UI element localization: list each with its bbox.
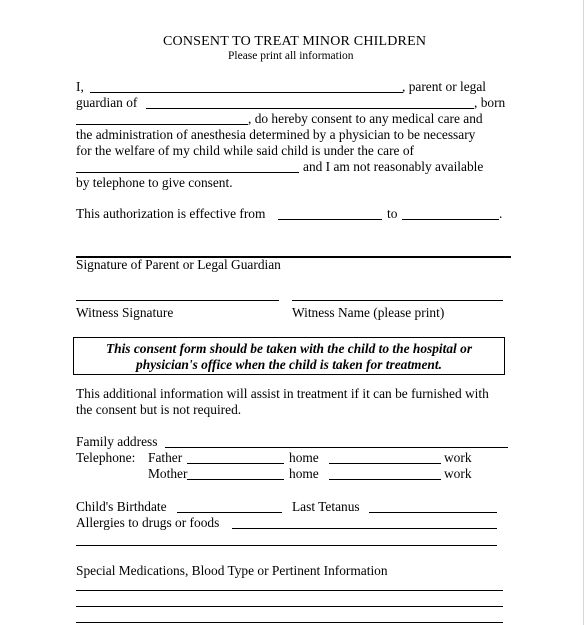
parent-name-field[interactable]	[90, 92, 403, 93]
notice-line-1: This consent form should be taken with the child to the hospital or	[105, 341, 473, 356]
additional-info-line-2: the consent but is not required.	[76, 402, 242, 417]
father-label: Father	[148, 450, 183, 465]
allergies-field[interactable]	[232, 528, 497, 529]
special-medications-field-3[interactable]	[76, 622, 503, 623]
father-work-label: work	[444, 450, 472, 465]
father-work-phone-field[interactable]	[329, 463, 441, 464]
witness-signature-label: Witness Signature	[76, 305, 174, 320]
consent-line-4: the administration of anesthesia determined by a physician to be necessary	[76, 127, 476, 142]
last-tetanus-field[interactable]	[369, 512, 497, 513]
parent-signature-label: Signature of Parent or Legal Guardian	[76, 257, 281, 272]
child-birthdate-label: Child's Birthdate	[76, 499, 167, 514]
notice-box	[73, 337, 505, 375]
form-title: CONSENT TO TREAT MINOR CHILDREN	[163, 34, 427, 49]
telephone-label: Telephone:	[76, 450, 136, 465]
child-name-field[interactable]	[146, 108, 474, 109]
mother-work-label: work	[444, 466, 472, 481]
mother-label: Mother	[148, 466, 188, 481]
mother-home-phone-field[interactable]	[187, 479, 284, 480]
witness-name-label: Witness Name (please print)	[292, 305, 445, 320]
child-birthdate-field[interactable]	[177, 512, 282, 513]
last-tetanus-label: Last Tetanus	[292, 499, 360, 514]
additional-info-line-1: This additional information will assist in treatment if it can be furnished with	[76, 386, 489, 401]
allergies-field-line-2[interactable]	[76, 545, 497, 546]
consent-line-1-prefix: I,	[76, 79, 84, 94]
special-medications-field-2[interactable]	[76, 606, 503, 607]
family-address-label: Family address	[76, 434, 158, 449]
effective-from-field[interactable]	[278, 219, 382, 220]
father-home-phone-field[interactable]	[187, 463, 284, 464]
allergies-label: Allergies to drugs or foods	[76, 515, 220, 530]
authorization-label: This authorization is effective from	[76, 206, 266, 221]
consent-line-1-suffix: , parent or legal	[402, 79, 487, 94]
mother-work-phone-field[interactable]	[329, 479, 441, 480]
witness-name-field[interactable]	[292, 300, 503, 301]
consent-line-3: , do hereby consent to any medical care and	[248, 111, 483, 126]
witness-signature-field[interactable]	[76, 300, 279, 301]
mother-home-label: home	[289, 466, 319, 481]
notice-line-2: physician's office when the child is taken for treatment.	[136, 357, 442, 372]
special-medications-label: Special Medications, Blood Type or Pertinent Information	[76, 563, 388, 578]
form-subtitle: Please print all information	[228, 50, 354, 62]
consent-line-2-prefix: guardian of	[76, 95, 138, 110]
consent-line-7: by telephone to give consent.	[76, 175, 233, 190]
authorization-end: .	[499, 206, 503, 221]
special-medications-field-1[interactable]	[76, 590, 503, 591]
caregiver-name-field[interactable]	[76, 172, 299, 173]
birth-date-field[interactable]	[76, 124, 248, 125]
consent-line-5: for the welfare of my child while said child is under the care of	[76, 143, 414, 158]
authorization-to-label: to	[387, 206, 398, 221]
family-address-field[interactable]	[165, 447, 508, 448]
effective-to-field[interactable]	[402, 219, 499, 220]
consent-line-2-suffix: , born	[474, 95, 506, 110]
father-home-label: home	[289, 450, 319, 465]
consent-line-6: and I am not reasonably available	[303, 159, 484, 174]
